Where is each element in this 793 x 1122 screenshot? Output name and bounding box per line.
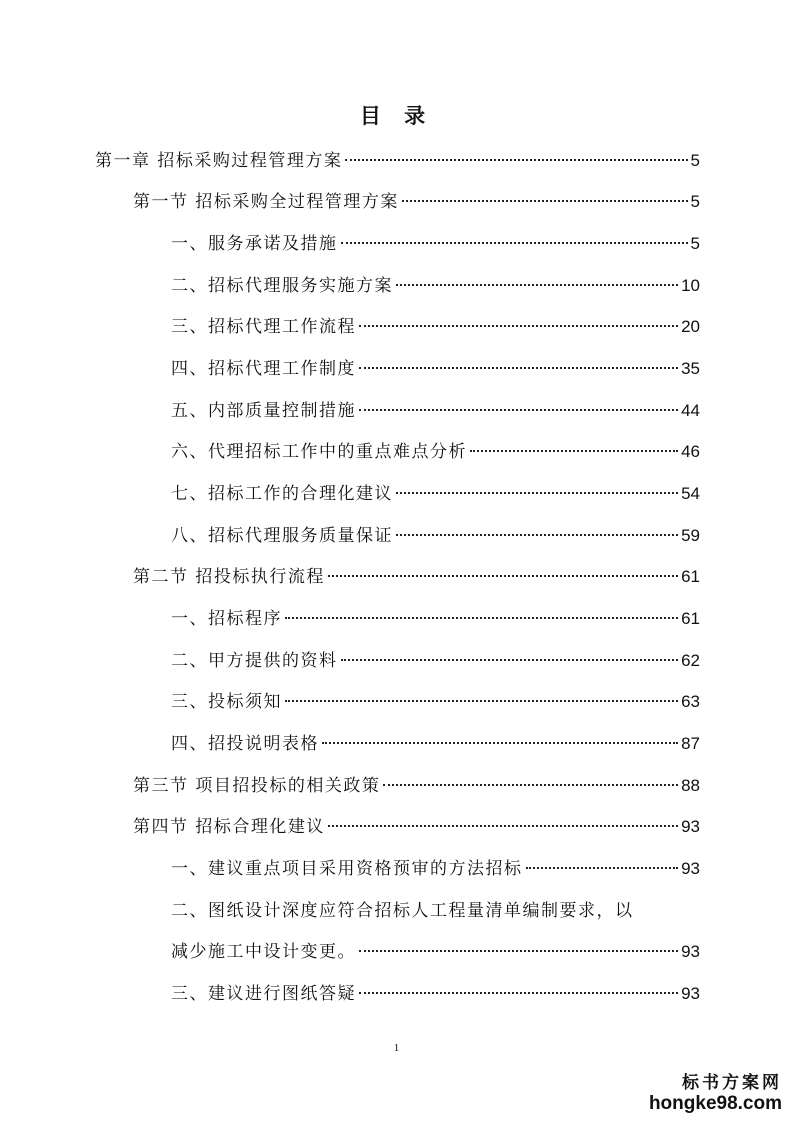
toc-entry-item-line-2[interactable] bbox=[171, 937, 700, 967]
dot-leader bbox=[345, 159, 687, 161]
watermark-name: 标书方案网 bbox=[682, 1073, 782, 1093]
toc-entry-page: 61 bbox=[681, 609, 700, 628]
toc-entry-item-line-1[interactable] bbox=[171, 896, 700, 926]
toc-entry-label: 减少施工中设计变更。 bbox=[171, 942, 356, 962]
toc-entry-item[interactable] bbox=[171, 604, 700, 634]
toc-entry-page: 93 bbox=[681, 859, 700, 878]
toc-entry-item[interactable] bbox=[171, 229, 700, 259]
dot-leader bbox=[359, 409, 678, 411]
toc-entry-label: 一、招标程序 bbox=[171, 609, 282, 629]
toc-entry-label: 六、代理招标工作中的重点难点分析 bbox=[171, 442, 467, 462]
toc-entry-item[interactable] bbox=[171, 479, 700, 509]
toc-entry-label: 一、建议重点项目采用资格预审的方法招标 bbox=[171, 859, 523, 879]
toc-entry-label: 七、招标工作的合理化建议 bbox=[171, 484, 393, 504]
dot-leader bbox=[285, 617, 678, 619]
toc-entry-label: 五、内部质量控制措施 bbox=[171, 401, 356, 421]
toc-entry-page: 20 bbox=[681, 317, 700, 336]
toc-entry-label: 四、招投说明表格 bbox=[171, 734, 319, 754]
toc-entry-label: 二、甲方提供的资料 bbox=[171, 651, 338, 671]
watermark-logo bbox=[648, 1068, 782, 1115]
dot-leader bbox=[341, 242, 688, 244]
dot-leader bbox=[396, 284, 678, 286]
toc-entry-label: 八、招标代理服务质量保证 bbox=[171, 526, 393, 546]
dot-leader bbox=[396, 534, 678, 536]
toc-entry-page: 44 bbox=[681, 401, 700, 420]
toc-entry-label: 第三节 项目招投标的相关政策 bbox=[133, 776, 381, 796]
toc-entry-page: 62 bbox=[681, 651, 700, 670]
toc-entry-item[interactable] bbox=[171, 646, 700, 676]
toc-entry-page: 5 bbox=[690, 234, 700, 253]
toc-entry-label: 三、投标须知 bbox=[171, 692, 282, 712]
dot-leader bbox=[359, 950, 678, 952]
dot-leader bbox=[470, 450, 678, 452]
toc-entry-page: 61 bbox=[681, 567, 700, 586]
dot-leader bbox=[402, 200, 688, 202]
toc-entry-item[interactable] bbox=[171, 396, 700, 426]
dot-leader bbox=[359, 367, 678, 369]
toc-entry-label: 第一节 招标采购全过程管理方案 bbox=[133, 192, 399, 212]
dot-leader bbox=[285, 700, 678, 702]
watermark-url: hongke98.com bbox=[648, 1093, 782, 1114]
toc-entry-label: 三、招标代理工作流程 bbox=[171, 317, 356, 337]
toc-entry-item[interactable] bbox=[171, 854, 700, 884]
toc-entry-item[interactable] bbox=[171, 271, 700, 301]
toc-title: 目 录 bbox=[359, 104, 434, 128]
toc-entry-label: 三、建议进行图纸答疑 bbox=[171, 984, 356, 1004]
dot-leader bbox=[328, 575, 678, 577]
toc-entry-item[interactable] bbox=[171, 354, 700, 384]
toc-entry-page: 93 bbox=[681, 817, 700, 836]
toc-entry-section-1[interactable] bbox=[133, 187, 700, 217]
toc-entry-label: 二、招标代理服务实施方案 bbox=[171, 276, 393, 296]
dot-leader bbox=[383, 784, 678, 786]
toc-entry-label: 二、图纸设计深度应符合招标人工程量清单编制要求，以 bbox=[171, 901, 634, 921]
page-number: 1 bbox=[393, 1042, 400, 1054]
toc-entry-item[interactable] bbox=[171, 437, 700, 467]
toc-entry-page: 35 bbox=[681, 359, 700, 378]
toc-entry-page: 93 bbox=[681, 984, 700, 1003]
toc-entry-item[interactable] bbox=[171, 687, 700, 717]
toc-entry-page: 87 bbox=[681, 734, 700, 753]
toc-entry-item[interactable] bbox=[171, 312, 700, 342]
toc-entry-label: 第二节 招投标执行流程 bbox=[133, 567, 325, 587]
toc-entry-item[interactable] bbox=[171, 979, 700, 1009]
toc-entry-page: 5 bbox=[690, 192, 700, 211]
dot-leader bbox=[396, 492, 678, 494]
toc-entry-section-2[interactable] bbox=[133, 562, 700, 592]
dot-leader bbox=[526, 867, 679, 869]
toc-entry-section-4[interactable] bbox=[133, 812, 700, 842]
dot-leader bbox=[328, 825, 678, 827]
dot-leader bbox=[341, 659, 679, 661]
toc-entry-page: 5 bbox=[690, 151, 700, 170]
toc-entry-chapter-1[interactable] bbox=[95, 146, 700, 176]
dot-leader bbox=[359, 992, 678, 994]
toc-entry-item[interactable] bbox=[171, 521, 700, 551]
dot-leader bbox=[359, 325, 678, 327]
toc-entry-label: 第一章 招标采购过程管理方案 bbox=[95, 151, 343, 171]
toc-entry-page: 63 bbox=[681, 692, 700, 711]
toc-entry-page: 54 bbox=[681, 484, 700, 503]
toc-entry-page: 88 bbox=[681, 776, 700, 795]
toc-entry-page: 93 bbox=[681, 942, 700, 961]
toc-entry-label: 四、招标代理工作制度 bbox=[171, 359, 356, 379]
toc-entry-label: 第四节 招标合理化建议 bbox=[133, 817, 325, 837]
toc-entry-page: 59 bbox=[681, 526, 700, 545]
toc-entry-section-3[interactable] bbox=[133, 771, 700, 801]
toc-entry-page: 46 bbox=[681, 442, 700, 461]
toc-entry-label: 一、服务承诺及措施 bbox=[171, 234, 338, 254]
toc-entry-page: 10 bbox=[681, 276, 700, 295]
dot-leader bbox=[322, 742, 678, 744]
toc-entry-item[interactable] bbox=[171, 729, 700, 759]
